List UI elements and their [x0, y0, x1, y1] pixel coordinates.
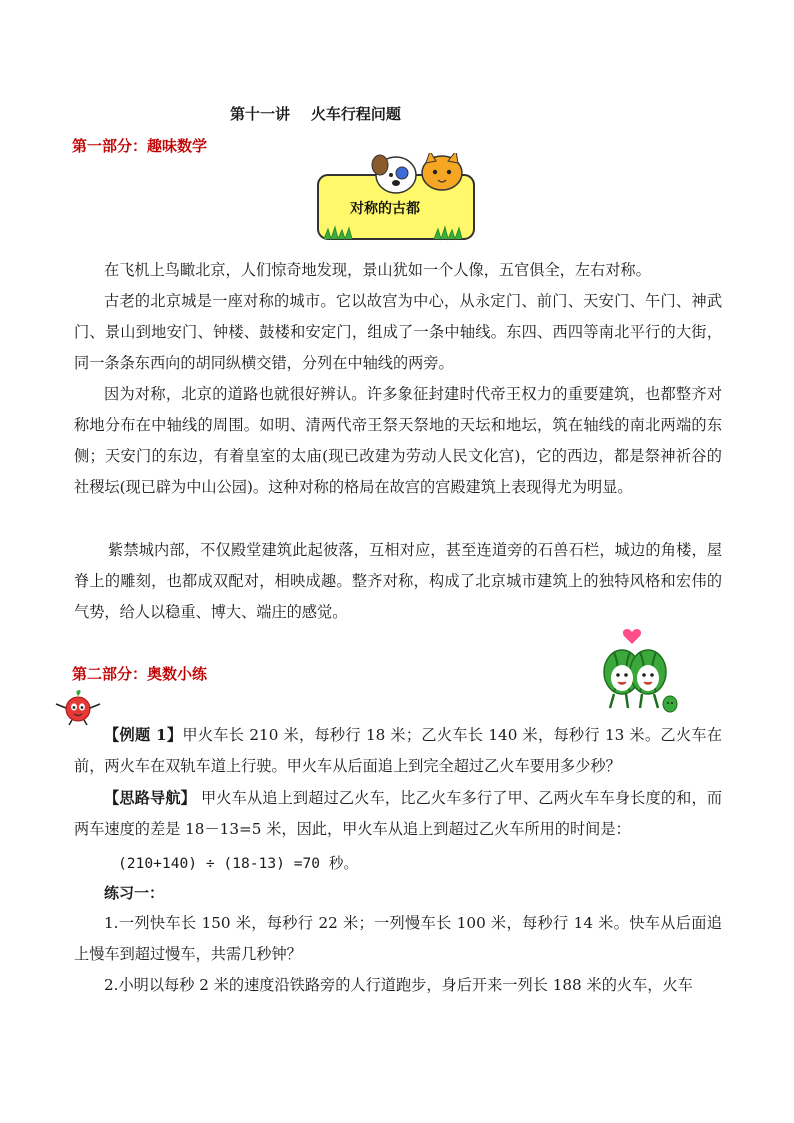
- paragraph-4: 紫禁城内部，不仅殿堂建筑此起彼落，互相对应，甚至连道旁的石兽石栏，城边的角楼，屋脊上的雕刻，也都成双配对，相映成趣。整齐对称，构成了北京城市建筑上的独特风格和宏伟的气势，给人以稳重、博大、端庄的感觉。: [74, 541, 722, 621]
- solution-formula: (210+140) ÷ (18-13) =70 秒。: [118, 855, 359, 872]
- example-text: 甲火车长 210 米，每秒行 18 米；乙火车长 140 米，每秒行 13 米。乙火车在前，两火车在双轨车道上行驶。甲火车从后面追上到完全超过乙火车要用多少秒？: [74, 726, 723, 775]
- paragraph-1: 在飞机上鸟瞰北京，人们惊奇地发现，景山犹如一个人像，五官俱全，左右对称。: [104, 261, 651, 279]
- watermelon-couple-image: [596, 622, 682, 716]
- hint-text: 甲火车从追上到超过乙火车，比乙火车多行了甲、乙两火车车身长度的和，而两车速度的差是 18－13=5 米，因此，甲火车从追上到超过乙火车所用的时间是：: [74, 789, 723, 838]
- paragraph-3: 因为对称，北京的道路也就很好辨认。许多象征封建时代帝王权力的重要建筑，也都整齐对称地分布在中轴线的周围。如明、清两代帝王祭天祭地的天坛和地坛，筑在轴线的南北两端的东侧；天安门的东边，有着皇室的太庙(现已改建为劳动人民文化宫)，它的西边，都是祭神祈谷的社稷坛(现已辟为中山公园)。这种对称的格局在故宫的宫殿建筑上表现得尤为明显。: [74, 385, 722, 496]
- banner-text: 对称的古都: [350, 201, 420, 217]
- puppy-kitten-banner-image: [314, 153, 480, 243]
- page-title: 第十一讲 火车行程问题: [230, 105, 401, 123]
- practice-item-2: 2.小明以每秒 2 米的速度沿铁路旁的人行道跑步，身后开来一列长 188 米的火车，火车: [104, 976, 693, 994]
- hint-label: 【思路导航】: [104, 789, 196, 807]
- practice-item-1: 1.一列快车长 150 米，每秒行 22 米；一列慢车长 100 米，每秒行 14 米。快车从后面追上慢车到超过慢车，共需几秒钟？: [74, 914, 722, 963]
- example-1-paragraph: [74, 720, 722, 782]
- practice-heading: 练习一：: [104, 884, 165, 902]
- paragraph-2: 古老的北京城是一座对称的城市。它以故宫为中心，从永定门、前门、天安门、午门、神武门、景山到地安门、钟楼、鼓楼和安定门，组成了一条中轴线。东四、西四等南北平行的大街，同一条条东西向的胡同纵横交错，分列在中轴线的两旁。: [74, 292, 722, 372]
- hint-paragraph: [74, 783, 722, 845]
- section2-heading: 第二部分：奥数小练: [72, 665, 208, 683]
- section1-heading: 第一部分：趣味数学: [72, 137, 208, 155]
- example-label: 【例题 1】: [104, 726, 183, 744]
